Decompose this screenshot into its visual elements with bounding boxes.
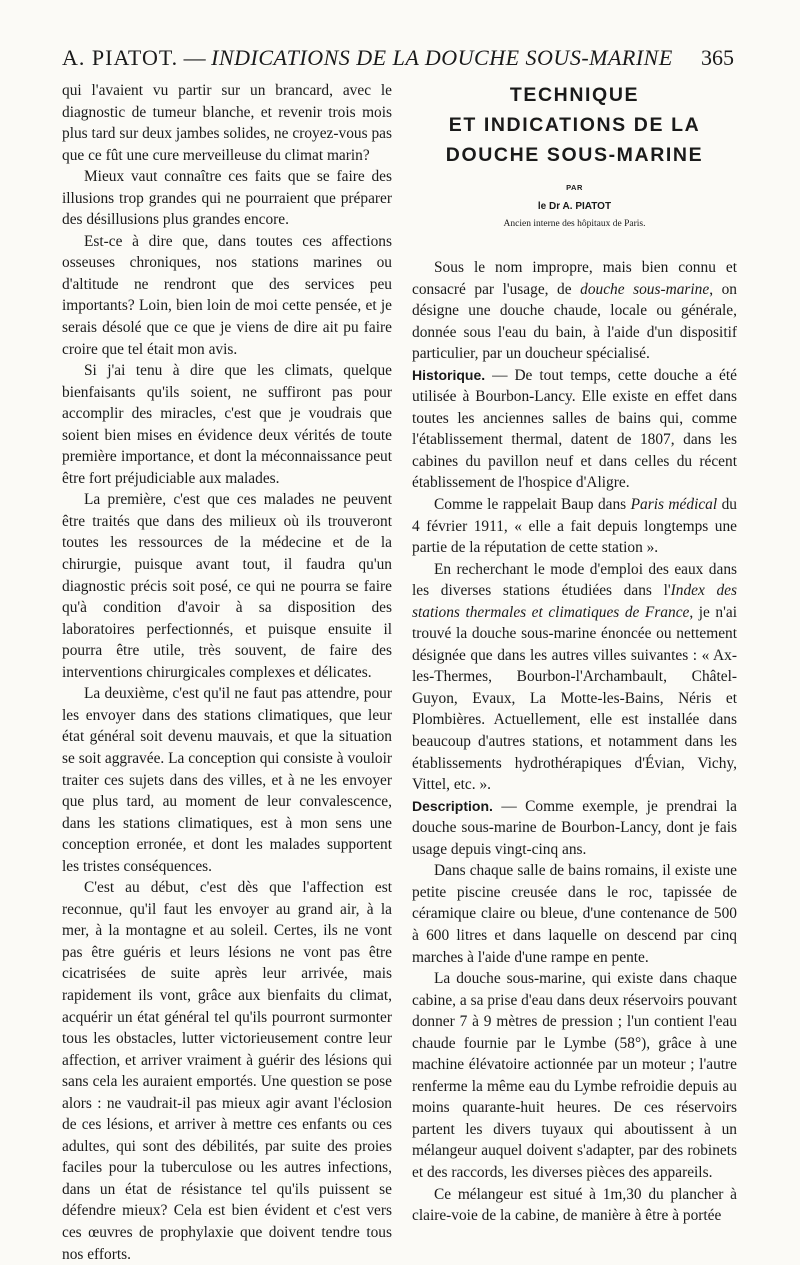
paragraph: Est-ce à dire que, dans toutes ces affections osseuses chroniques, nos stations marines ou d'altitude ne rendront que des services peu importants? Loin, bien loin de moi cette pensée, et je serais désolé que ce que je viens de dire ait pu faire croire que tel était mon avis. — [62, 232, 392, 358]
title-line: TECHNIQUE — [509, 84, 640, 106]
byline-par: PAR — [566, 183, 583, 192]
emphasis: Index des stations thermales et climatiques de France — [412, 582, 737, 621]
header-author: A. PIATOT. — [62, 45, 179, 70]
paragraph: C'est au début, c'est dès que l'affection est reconnue, qu'il faut les envoyer au grand air, à la mer, à la montagne et au soleil. Certes, ils ne vont pas être guéris et leurs lésions ne vont pas être cicatrisées de suite après leur arrivée, mais rapidement ils vont, grâce aux bienfaits du climat, acquérir un état général tel qu'ils pourront surmonter tous les obstacles, lutter victorieusement contre leur affection, et arriver vraiment à guérir des lésions qui sans cela les auraient emportés. Une question se pose alors : ne vaudrait-il pas mieux agir avant l'éclosion de ces lésions, et arriver à mettre ces enfants ou ces adultes, qui sont des débilités, par suite des proies faciles pour la tuberculose ou les autres infections, dans un état de résistance tel qu'ils puissent se défendre mieux? Cela est bien évident et c'est vers ces œuvres de prophylaxie que doivent tendre tous nos efforts. — [62, 879, 392, 1263]
title-line: DOUCHE SOUS-MARINE — [445, 144, 704, 166]
byline-affiliation: Ancien interne des hôpitaux de Paris. — [503, 219, 646, 229]
paragraph: Ce mélangeur est situé à 1m,30 du plancher à claire-voie de la cabine, de manière à être à portée — [412, 1185, 737, 1225]
paragraph: La première, c'est que ces malades ne peuvent être traités que dans des milieux où ils trouveront toutes les ressources de la médecine et de la chirurgie, puisque avant tout, il faudra qu'un diagnostic précis soit posé, ce qui ne pourra se faire qu'à condition d'avoir à sa disposition des laboratoires perfectionnés, et puisque ensuite il pourra être utile, très souvent, de faire des interventions chirurgicales complexes et délicates. — [62, 491, 392, 681]
section-heading-historique: Historique. — [412, 366, 486, 383]
right-column — [412, 80, 737, 1225]
header-dash: — — [183, 45, 206, 70]
left-column — [62, 80, 392, 1263]
paragraph-intro: Sous le nom impropre, mais bien connu et consacré par l'usage, de douche sous-marine, on désigne une douche chaude, locale ou générale, donnée sous l'eau du bain, à l'aide d'un dispositif particulier, par un doucheur spécialisé. — [412, 259, 737, 363]
byline-author: le Dr A. PIATOT — [537, 201, 612, 212]
article-title — [412, 80, 737, 170]
title-line: ET INDICATIONS DE LA — [448, 114, 701, 136]
paragraph-baup: Comme le rappelait Baup dans Paris médical du 4 février 1911, « elle a fait depuis longtemps une partie de la réputation de cette station ». — [412, 496, 737, 557]
paragraph-index: En recherchant le mode d'emploi des eaux dans les diverses stations étudiées dans l'Index des stations thermales et climatiques de France, je n'ai trouvé la douche sous-marine énoncée ou nettement désignée que dans les autres villes suivantes : « Ax-les-Thermes, Bourbon-l'Archambault, Châtel-Guyon, Evaux, La Motte-les-Bains, Néris et Plombières. Actuellement, elle est installée dans beaucoup d'autres stations, et notamment dans les établissements hydrothérapiques d'Évian, Vichy, Vittel, etc. ». — [412, 560, 737, 794]
emphasis: Paris médical — [630, 496, 718, 514]
paragraph: La deuxième, c'est qu'il ne faut pas attendre, pour les envoyer dans des stations climatiques, que leur état général soit devenu mauvais, et que la situation se soit aggravée. La conception qui consiste à vouloir traiter ces sujets dans des villes, et à ne les envoyer que plus tard, au moment de leur convalescence, dans les stations climatiques, est à mon sens une conception erronée, et dont les malades supportent les tristes conséquences. — [62, 685, 392, 875]
header-title: INDICATIONS DE LA DOUCHE SOUS-MARINE — [211, 45, 673, 70]
paragraph: qui l'avaient vu partir sur un brancard, avec le diagnostic de tumeur blanche, et revenir trois mois plus tard sur deux jambes solides, ne croyez-vous pas que ce fût une cure merveilleuse du climat marin? — [62, 82, 392, 164]
emphasis: douche sous-marine — [580, 280, 710, 298]
paragraph: Dans chaque salle de bains romains, il existe une petite piscine creusée dans le roc, tapissée de céramique claire ou bleue, d'une contenance de 500 à 600 litres et dans laquelle on descend par cinq marches à l'aide d'une rampe en pente. — [412, 862, 737, 966]
paragraph-historique: Historique. — De tout temps, cette douche a été utilisée à Bourbon-Lancy. Elle existe en effet dans toutes les anciennes salles de bains qui, comme l'établissement thermal, datent de 1807, dans les cabines du pavillon neuf et dans celles du récent établissement de l'hospice d'Aligre. — [412, 366, 737, 492]
paragraph: Mieux vaut connaître ces faits que se faire des illusions trop grandes qui ne pourraient que préparer des désillusions plus grandes encore. — [62, 168, 392, 229]
page-number: 365 — [701, 45, 734, 70]
running-header — [62, 38, 742, 78]
paragraph: La douche sous-marine, qui existe dans chaque cabine, a sa prise d'eau dans deux réservoirs pouvant donner 7 à 9 mètres de pression ; l'un contient l'eau chaude fournie par le Lymbe (58°), grâce à une machine élévatoire actionnée par un moteur ; l'autre renferme la même eau du Lymbe refroidie depuis au moins quarante-huit heures. De ces réservoirs partent les divers tuyaux qui aboutissent à un mélangeur auquel doivent s'adapter, par des robinets et des raccords, les diverses pièces des appareils. — [412, 970, 737, 1181]
paragraph-description: Description. — Comme exemple, je prendrai la douche sous-marine de Bourbon-Lancy, dont je fais usage depuis vingt-cinq ans. — [412, 797, 737, 858]
section-heading-description: Description. — [412, 797, 493, 814]
paragraph: Si j'ai tenu à dire que les climats, quelque bienfaisants qu'ils soient, ne suffiront pas pour accomplir des miracles, c'est que je voudrais que soient bien mises en évidence deux vérités de toute première importance, et dont la méconnaissance peut être fort préjudiciable aux malades. — [62, 362, 392, 487]
